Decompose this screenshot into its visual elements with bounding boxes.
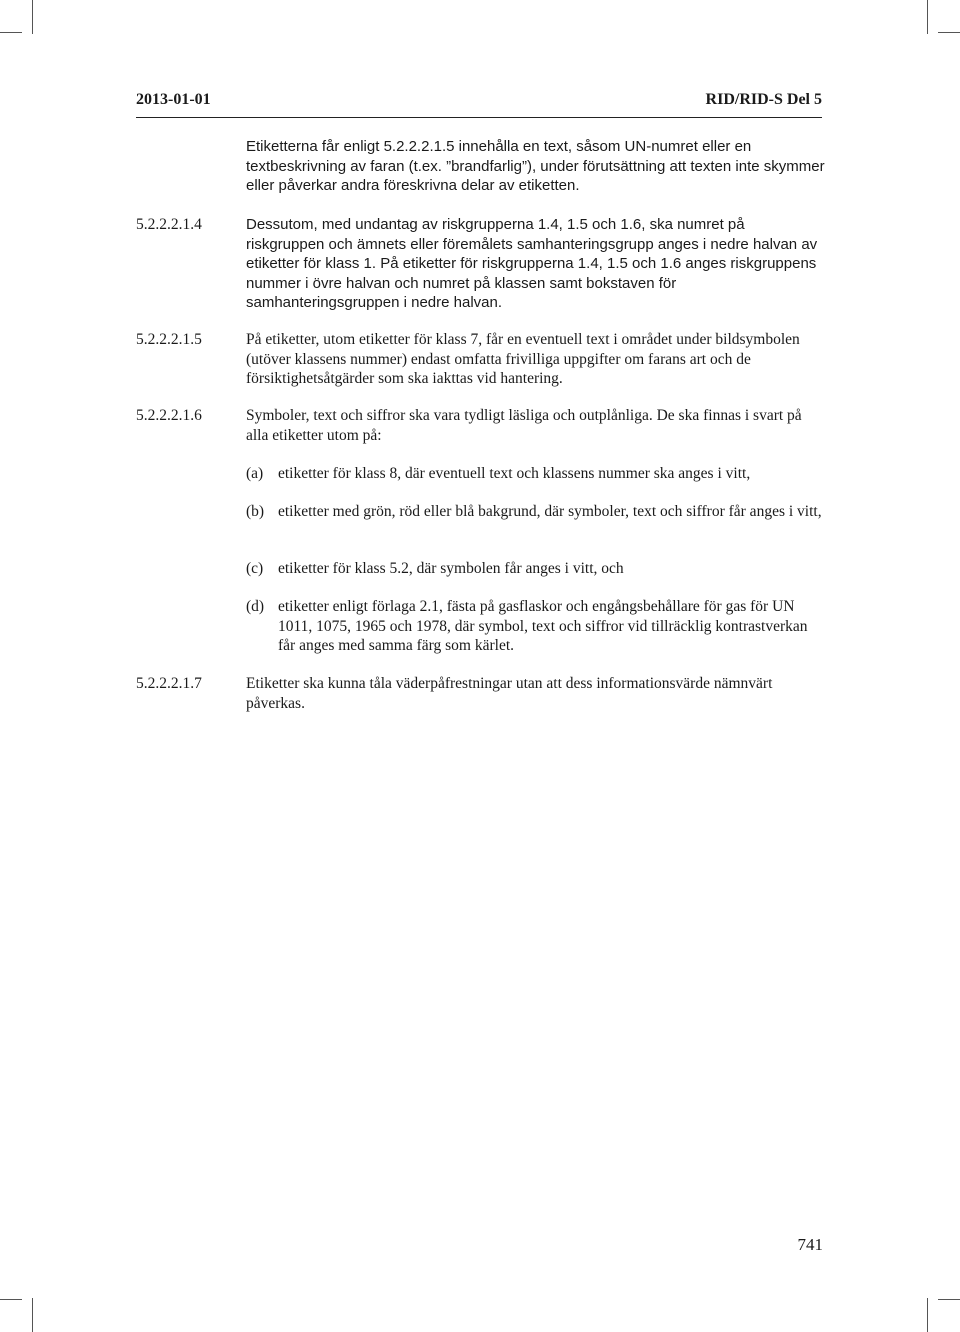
list-item-label: (a): [246, 465, 264, 482]
list-item-label: (b): [246, 503, 265, 520]
crop-mark-top-left: [32, 0, 33, 34]
list-item-text: etiketter för klass 5.2, där symbolen får anges i vitt, och: [278, 560, 624, 577]
list-item-label: (d): [246, 598, 265, 615]
header-document-title: RID/RID-S Del 5: [705, 91, 822, 108]
list-item-text: etiketter med grön, röd eller blå bakgrund, där symboler, text och siffror får anges i vitt,: [278, 503, 822, 520]
list-item-text: etiketter enligt förlaga 2.1, fästa på gasflaskor och engångsbehållare för gas för UN 1011, 1075, 1965 och 1978, där symbol, text och siffror vid tillräcklig kontrastverkan får anges med samma färg som kärlet.: [278, 598, 808, 654]
crop-mark-bottom-left-h: [0, 1299, 22, 1300]
paragraph-text: Etiketter ska kunna tåla väderpåfrestningar utan att dess informationsvärde nämnvärt påverkas.: [246, 675, 773, 712]
paragraph-number: 5.2.2.2.1.6: [136, 407, 202, 424]
paragraph-number: 5.2.2.2.1.7: [136, 675, 202, 692]
crop-mark-top-left-h: [0, 32, 22, 33]
crop-mark-bottom-right-h: [938, 1299, 960, 1300]
crop-mark-bottom-right: [927, 1298, 928, 1332]
list-item-label: (c): [246, 560, 264, 577]
paragraph-number: 5.2.2.2.1.5: [136, 331, 202, 348]
header-date: 2013-01-01: [136, 91, 211, 108]
paragraph-text: Symboler, text och siffror ska vara tydligt läsliga och outplånliga. De ska finnas i svart på alla etiketter utom på:: [246, 407, 802, 444]
paragraph-text: Etiketterna får enligt 5.2.2.2.1.5 innehålla en text, såsom UN-numret eller en textbeskrivning av faran (t.ex. ”brandfarlig”), under förutsättning att texten inte skymmer eller påverkar andra föreskrivna delar av etiketten.: [246, 138, 825, 194]
crop-mark-top-right-h: [938, 32, 960, 33]
page-number: 741: [797, 1235, 823, 1254]
paragraph-text: På etiketter, utom etiketter för klass 7, får en eventuell text i området under bildsymbolen (utöver klassens nummer) endast omfatta frivilliga uppgifter om farans art och de försiktighetsåtgärder som ska iakttas vid hantering.: [246, 331, 800, 387]
paragraph-number: 5.2.2.2.1.4: [136, 216, 202, 233]
paragraph-text: Dessutom, med undantag av riskgrupperna 1.4, 1.5 och 1.6, ska numret på riskgruppen och ämnets eller föremålets samhanteringsgrupp anges i nedre halvan av etiketter för klass 1. På etiketter för riskgrupperna 1.4, 1.5 och 1.6 anges riskgruppens nummer i övre halvan och numret på klassen samt bokstaven för samhanteringsgruppen i nedre halvan.: [246, 216, 818, 311]
list-item-text: etiketter för klass 8, där eventuell text och klassens nummer ska anges i vitt,: [278, 465, 751, 482]
crop-mark-top-right: [927, 0, 928, 34]
crop-mark-bottom-left: [32, 1298, 33, 1332]
running-header: [136, 89, 822, 118]
